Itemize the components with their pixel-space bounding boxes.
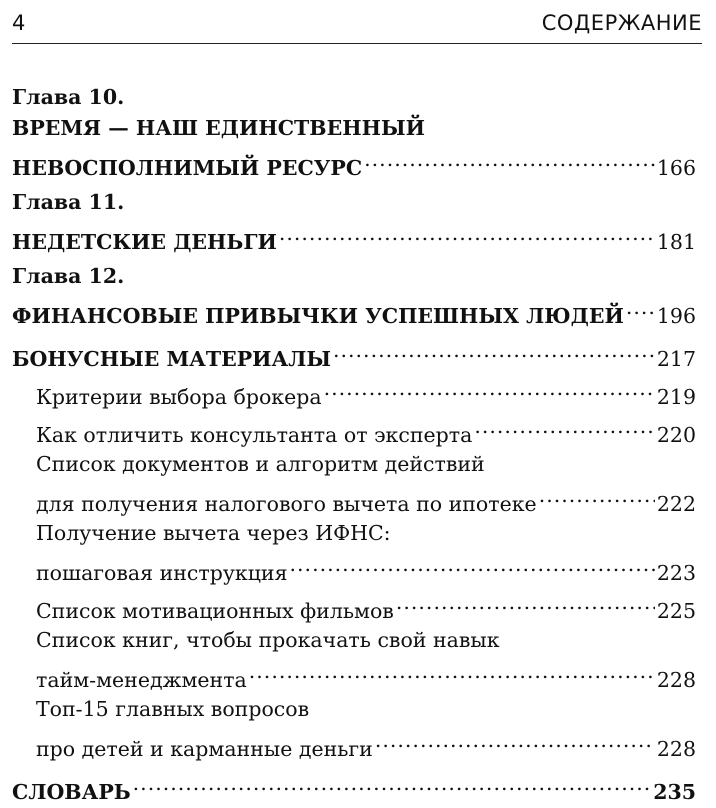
chapter-title-leader: [12, 218, 696, 254]
dot-leader: [249, 656, 655, 687]
dot-leader: [133, 768, 652, 799]
chapter-label: Глава 12.: [12, 264, 125, 288]
toc-glossary[interactable]: [12, 768, 696, 804]
page-ref: 219: [656, 385, 696, 409]
toc-bonus-item[interactable]: [12, 373, 696, 409]
dot-leader: [290, 549, 655, 580]
chapter-title: НЕВОСПОЛНИМЫЙ РЕСУРС: [12, 156, 363, 180]
chapter-label: Глава 10.: [12, 85, 125, 109]
page-ref: 235: [653, 780, 696, 804]
page-header: [12, 8, 702, 38]
header-rule: [12, 43, 702, 44]
page-number: 4: [12, 11, 26, 35]
toc-bonus-item[interactable]: [12, 587, 696, 623]
item-title: про детей и карманные деньги: [36, 737, 373, 761]
dot-leader: [474, 411, 655, 442]
item-leader: [36, 373, 696, 409]
item-title: Критерии выбора брокера: [36, 385, 322, 409]
section-title-leader: [12, 768, 696, 804]
item-leader: [36, 411, 696, 447]
chapter-title-line: ВРЕМЯ — НАШ ЕДИНСТВЕННЫЙ: [12, 116, 425, 140]
toc-chapter-11[interactable]: [12, 187, 696, 254]
toc-bonus-item[interactable]: [12, 694, 696, 761]
item-title-line: Список книг, чтобы прокачать свой навык: [36, 628, 500, 652]
dot-leader: [396, 587, 655, 618]
chapter-title-leader: [12, 292, 696, 328]
toc-bonus-item[interactable]: [12, 625, 696, 692]
item-title: Список мотивационных фильмов: [36, 599, 394, 623]
dot-leader: [279, 218, 655, 249]
item-leader: [36, 480, 696, 516]
toc-bonus-item[interactable]: [12, 449, 696, 516]
toc-bonus-item[interactable]: [12, 518, 696, 585]
item-title-line: Топ-15 главных вопросов: [36, 697, 310, 721]
page-ref: 223: [656, 561, 696, 585]
page-ref: 196: [656, 304, 696, 328]
page-ref: 222: [656, 492, 696, 516]
chapter-title: ФИНАНСОВЫЕ ПРИВЫЧКИ УСПЕШНЫХ ЛЮДЕЙ: [12, 304, 624, 328]
page-ref: 228: [656, 668, 696, 692]
dot-leader: [626, 292, 655, 323]
item-title-line: Список документов и алгоритм действий: [36, 452, 485, 476]
item-title: Как отличить консультанта от эксперта: [36, 423, 473, 447]
toc-bonus-item[interactable]: [12, 411, 696, 447]
item-title: тайм-менеджмента: [36, 668, 247, 692]
item-leader: [36, 656, 696, 692]
item-leader: [36, 549, 696, 585]
dot-leader: [324, 373, 655, 404]
page-ref: 225: [656, 599, 696, 623]
item-title-line: Получение вычета через ИФНС:: [36, 521, 391, 545]
dot-leader: [539, 480, 655, 511]
item-leader: [36, 587, 696, 623]
toc-chapter-10[interactable]: [12, 82, 696, 180]
chapter-label: Глава 11.: [12, 190, 125, 214]
chapter-title-leader: [12, 144, 696, 180]
page-ref: 217: [656, 347, 696, 371]
section-title: БОНУСНЫЕ МАТЕРИАЛЫ: [12, 347, 331, 371]
section-title-leader: [12, 335, 696, 371]
item-leader: [36, 725, 696, 761]
dot-leader: [364, 144, 655, 175]
page-ref: 220: [656, 423, 696, 447]
toc-chapter-12[interactable]: [12, 261, 696, 328]
dot-leader: [333, 335, 655, 366]
chapter-title: НЕДЕТСКИЕ ДЕНЬГИ: [12, 230, 277, 254]
page-ref: 166: [656, 156, 696, 180]
running-title: СОДЕРЖАНИЕ: [541, 11, 702, 35]
item-title: пошаговая инструкция: [36, 561, 288, 585]
page-ref: 181: [656, 230, 696, 254]
toc-bonus-materials[interactable]: [12, 335, 696, 371]
section-title: СЛОВАРЬ: [12, 780, 131, 804]
dot-leader: [375, 725, 655, 756]
page-ref: 228: [656, 737, 696, 761]
table-of-contents: [12, 82, 696, 804]
item-title: для получения налогового вычета по ипотеке: [36, 492, 537, 516]
